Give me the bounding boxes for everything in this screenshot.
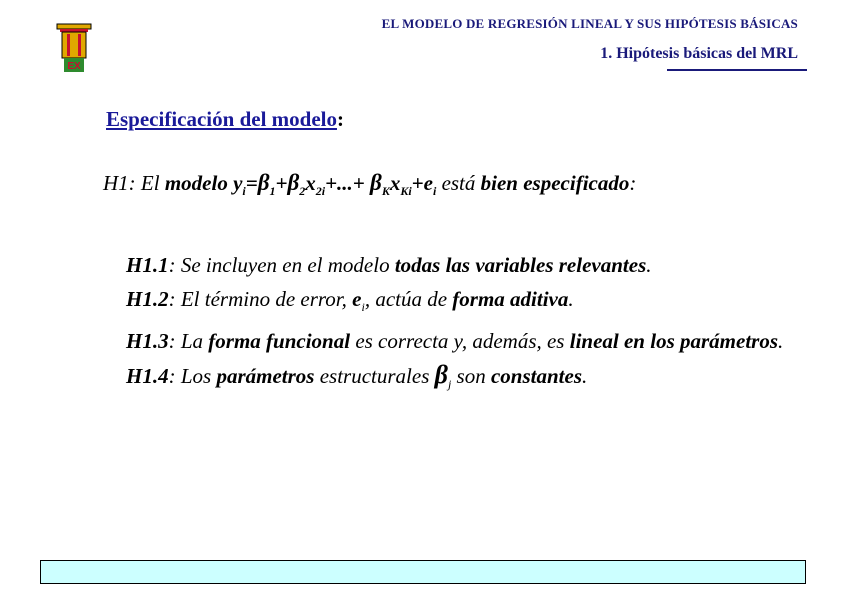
hypothesis-h1: H1: El modelo $y_i=\beta_1+\beta_2x_{2i}+...+ \beta_Kx_{Ki}+e_i$ está bien especificado: xyxy=(103,170,637,198)
footer-bar xyxy=(40,560,806,584)
header-subtitle: 1. Hipótesis básicas del MRL xyxy=(600,45,798,62)
hypothesis-h1-1: H1.1: Se incluyen en el modelo todas las variables relevantes. xyxy=(126,253,652,277)
header-title: EL MODELO DE REGRESIÓN LINEAL Y SUS HIPÓTESIS BÁSICAS xyxy=(381,16,798,31)
section-title: Especificación del modelo: xyxy=(106,107,344,131)
header-underline xyxy=(667,69,807,71)
hypothesis-list xyxy=(126,250,786,403)
hypothesis-h1-4: H1.4: Los parámetros estructurales $\beta_j$ son constantes. xyxy=(126,360,588,391)
hypothesis-h1-3: H1.3: La forma funcional es correcta y, además, es lineal en los parámetros. xyxy=(126,329,784,353)
model-equation: $y_i=\beta_1+\beta_2x_{2i}+...+ \beta_Kx_{Ki}+e_i$ xyxy=(233,170,437,198)
hypothesis-h1-2: H1.2: El término de error, $e_i$, actúa de forma aditiva. xyxy=(126,287,574,314)
h1-label: H1 xyxy=(103,171,129,195)
university-column-logo xyxy=(55,22,93,74)
svg-text:EX: EX xyxy=(67,61,81,72)
